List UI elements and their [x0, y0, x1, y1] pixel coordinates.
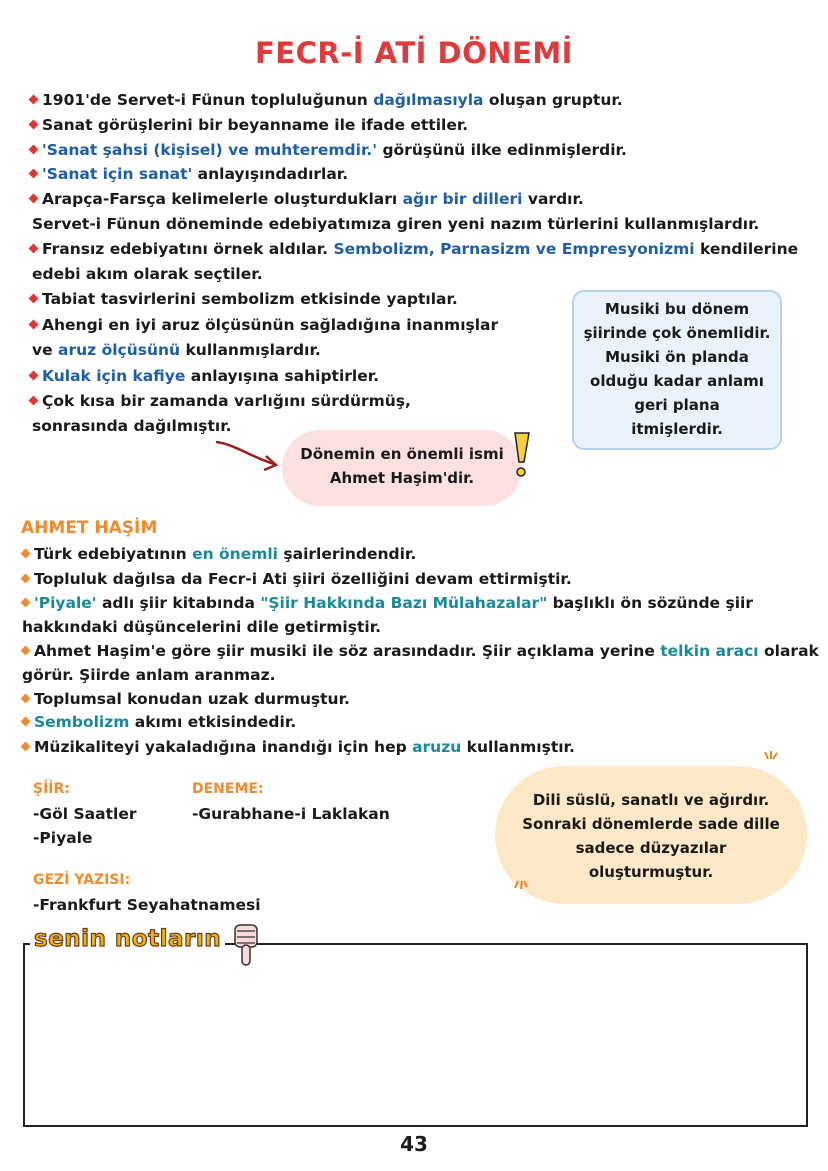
- list-item: Topluluk dağılsa da Fecr-i Ati şiiri özelliğini devam ettirmiştir.: [22, 569, 572, 589]
- key-figure-callout: Dönemin en önemli ismi Ahmet Haşim'dir.: [282, 430, 522, 506]
- list-item: Ahmet Haşim'e göre şiir musiki ile söz arasındadır. Şiir açıklama yerine telkin aracı olarak: [22, 641, 819, 661]
- list-item: Ahengi en iyi aruz ölçüsünün sağladığına inanmışlar: [30, 315, 498, 335]
- sparkle-icon: [513, 878, 529, 890]
- page-number: 43: [400, 1132, 428, 1156]
- work-item: -Frankfurt Seyahatnamesi: [33, 896, 261, 914]
- poetry-label: ŞİİR:: [33, 781, 70, 797]
- list-item: Tabiat tasvirlerini sembolizm etkisinde yaptılar.: [30, 289, 458, 309]
- list-item: 1901'de Servet-i Fünun topluluğunun dağılmasıyla oluşan gruptur.: [30, 90, 623, 110]
- musiki-note-box: Musiki bu dönem şiirinde çok önemlidir. Musiki ön planda olduğu kadar anlamı geri plana itmişlerdir.: [572, 290, 782, 450]
- list-item: Türk edebiyatının en önemli şairlerindendir.: [22, 544, 416, 564]
- work-item: -Göl Saatler: [33, 805, 137, 823]
- list-item: sonrasında dağılmıştır.: [32, 417, 232, 435]
- list-item: Müzikaliteyi yakaladığına inandığı için hep aruzu kullanmıştır.: [22, 737, 575, 757]
- list-item: 'Piyale' adlı şiir kitabında "Şiir Hakkında Bazı Mülahazalar" başlıklı ön sözünde şiir: [22, 593, 753, 613]
- list-item: Fransız edebiyatını örnek aldılar. Sembolizm, Parnasizm ve Empresyonizmi kendilerine: [30, 239, 798, 259]
- list-item: Kulak için kafiye anlayışına sahiptirler.: [30, 366, 379, 386]
- list-item: 'Sanat için sanat' anlayışındadırlar.: [30, 164, 348, 184]
- work-item: -Piyale: [33, 829, 93, 847]
- curved-arrow-icon: [214, 438, 284, 474]
- notes-title: senin notların: [30, 926, 225, 952]
- list-item: 'Sanat şahsi (kişisel) ve muhteremdir.' görüşünü ilke edinmişlerdir.: [30, 140, 627, 160]
- pointing-hand-icon: [229, 921, 263, 969]
- sparkle-icon: [763, 750, 779, 762]
- language-note-blob: Dili süslü, sanatlı ve ağırdır. Sonraki dönemlerde sade dille sadece düzyazılar oluşturmuştur.: [495, 766, 807, 904]
- list-item: Sembolizm akımı etkisindedir.: [22, 712, 296, 732]
- list-item: ve aruz ölçüsünü kullanmışlardır.: [32, 341, 321, 359]
- notes-area[interactable]: [23, 943, 808, 1127]
- work-item: -Gurabhane-i Laklakan: [192, 805, 390, 823]
- section-heading-ahmet-hasim: AHMET HAŞİM: [21, 518, 158, 538]
- essay-label: DENEME:: [192, 781, 264, 797]
- list-item: edebi akım olarak seçtiler.: [32, 265, 263, 283]
- list-item: görür. Şiirde anlam aranmaz.: [22, 666, 276, 684]
- list-item: Arapça-Farsça kelimelerle oluşturdukları ağır bir dilleri vardır.: [30, 189, 584, 209]
- list-item: Çok kısa bir zamanda varlığını sürdürmüş,: [30, 391, 411, 411]
- travel-writing-label: GEZİ YAZISI:: [33, 872, 131, 888]
- exclamation-icon: [508, 430, 534, 480]
- list-item: Servet-i Fünun döneminde edebiyatımıza giren yeni nazım türlerini kullanmışlardır.: [32, 215, 760, 233]
- list-item: Toplumsal konudan uzak durmuştur.: [22, 689, 350, 709]
- page-title: FECR-İ ATİ DÖNEMİ: [255, 36, 573, 70]
- list-item: Sanat görüşlerini bir beyanname ile ifade ettiler.: [30, 115, 468, 135]
- list-item: hakkındaki düşüncelerini dile getirmiştir.: [22, 618, 382, 636]
